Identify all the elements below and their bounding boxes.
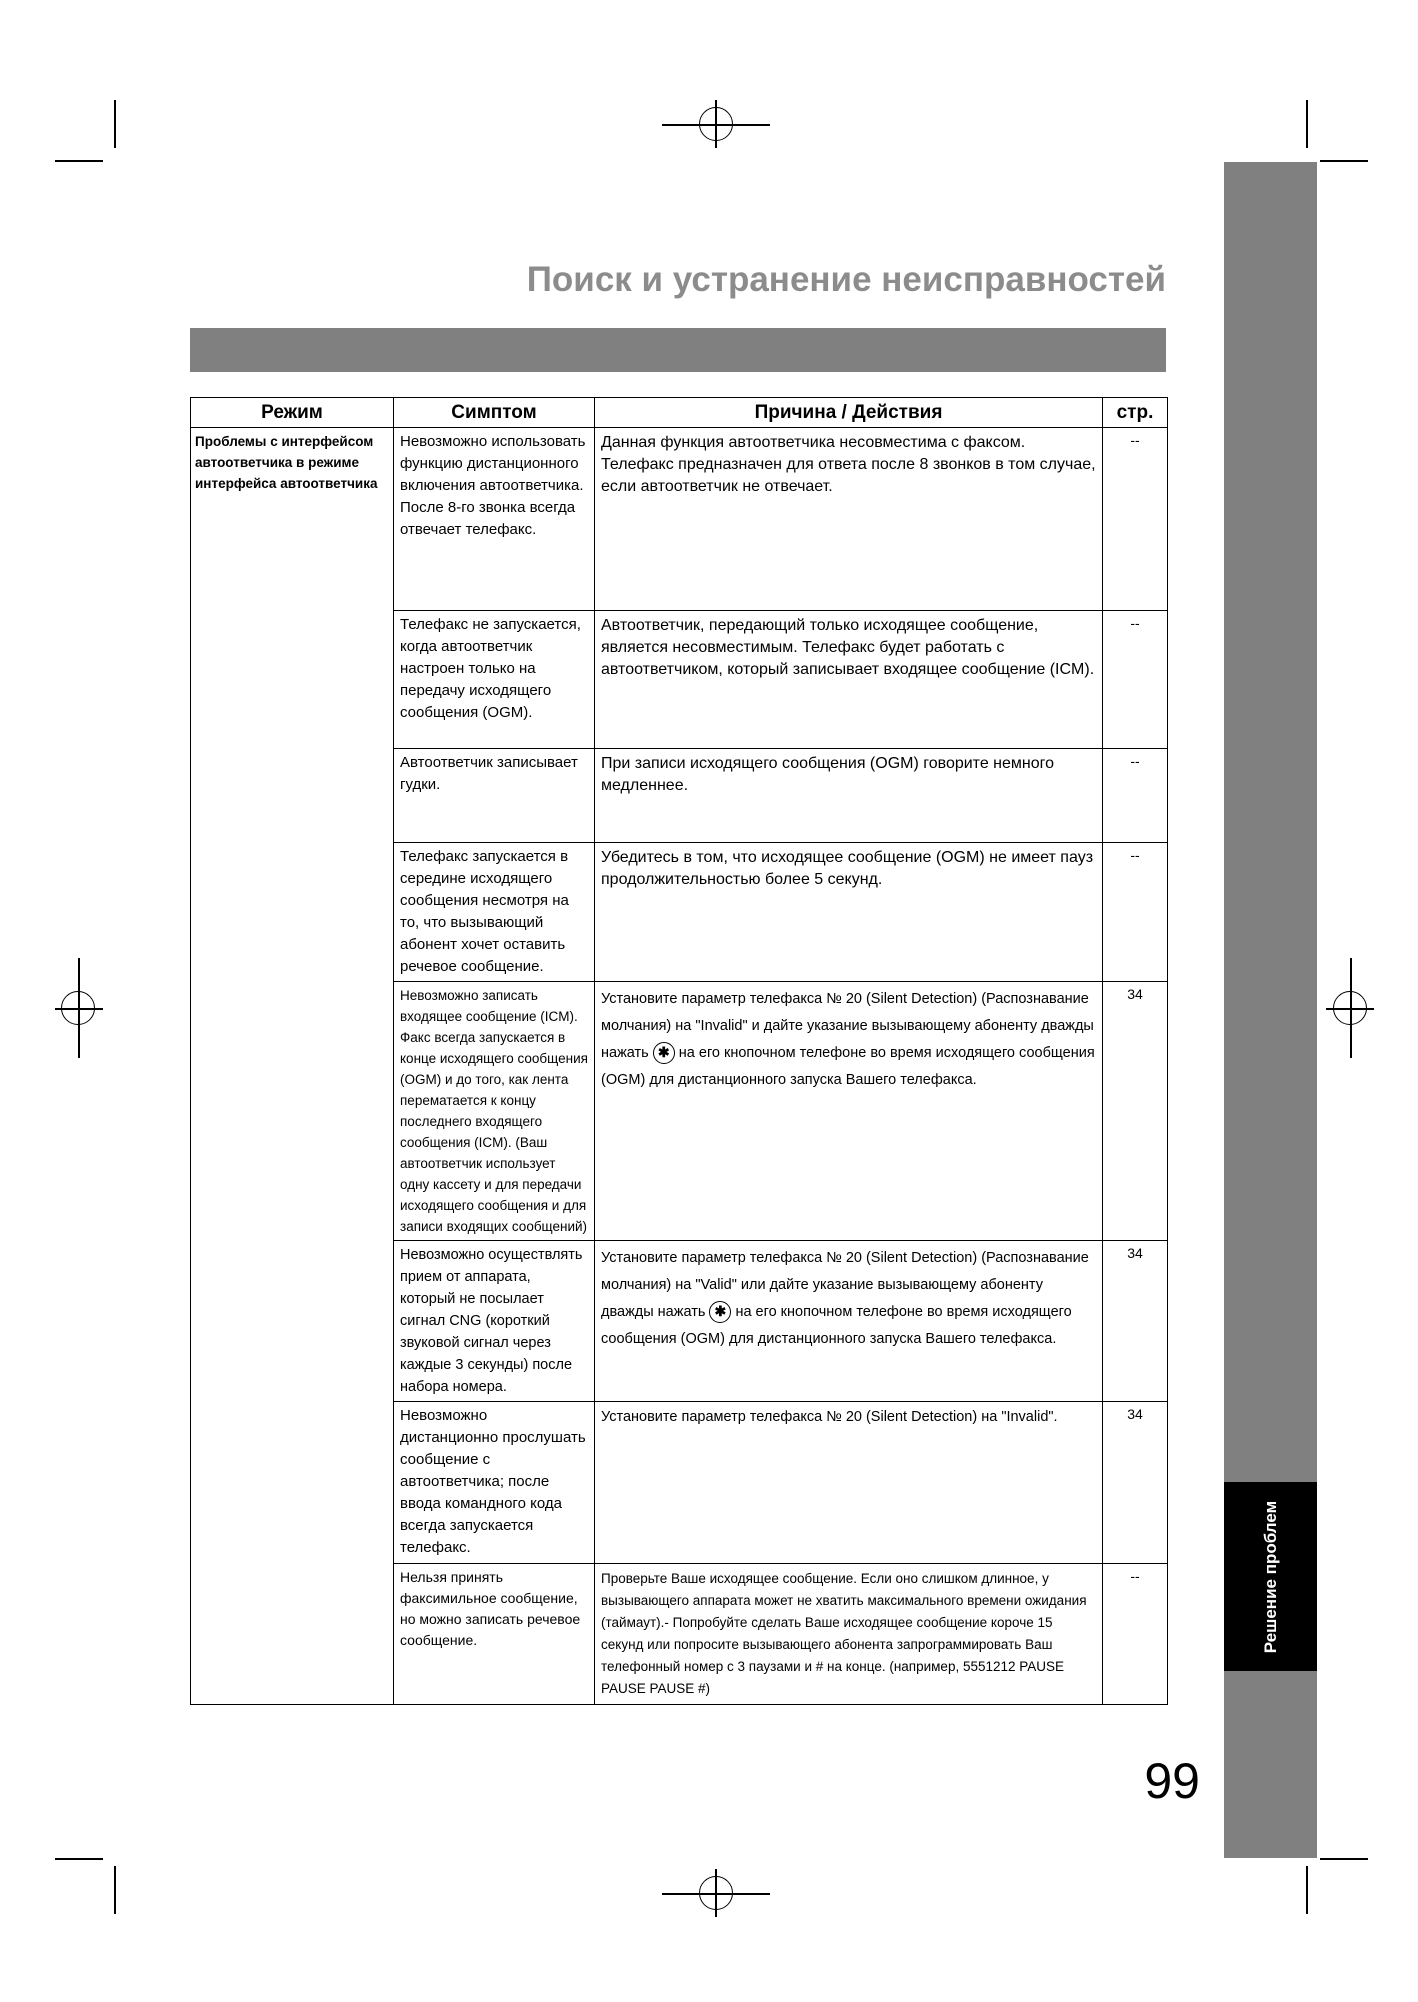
star-key-icon: ✱ <box>709 1301 731 1323</box>
cause-text: Установите параметр телефакса № 20 (Silent Detection) (Распознавание молчания) на "Valid" или дайте указание вызывающему абоненту дважды нажать <box>601 1250 1089 1320</box>
symptom-cell: Автоответчик записывает гудки. <box>394 749 595 843</box>
page-number: 99 <box>1144 1753 1200 1809</box>
crop-mark <box>114 100 116 148</box>
crop-mark <box>55 160 103 162</box>
registration-mark-line <box>78 958 80 1058</box>
crop-mark <box>55 1858 103 1860</box>
troubleshooting-table <box>190 397 1168 1705</box>
registration-mark-line <box>715 1869 717 1917</box>
cause-cell: Автоответчик, передающий только исходящее сообщение, является несовместимым. Телефакс будет работать с автоответчиком, который записывает входящее сообщение (ICM). <box>595 611 1103 749</box>
symptom-cell: Невозможно дистанционно прослушать сообщение с автоответчика; после ввода командного кода всегда запускается телефакс. <box>394 1402 595 1564</box>
section-tab-label: Решение проблем <box>1260 1500 1280 1653</box>
symptom-cell: Невозможно осуществлять прием от аппарата, который не посылает сигнал CNG (короткий звуковой сигнал через каждые 3 секунды) после набора номера. <box>394 1241 595 1402</box>
cause-cell: Проверьте Ваше исходящее сообщение. Если оно слишком длинное, у вызывающего аппарата может не хватить максимального времени ожидания (таймаут).- Попробуйте сделать Ваше исходящее сообщение короче 15 секунд или попросите вызывающего абонента запрограммировать Ваш телефонный номер с 3 паузами и # на конце. (например, 5551212 PAUSE PAUSE PAUSE #) <box>595 1564 1103 1705</box>
column-header-cause: Причина / Действия <box>595 398 1103 428</box>
cause-cell <box>595 982 1103 1241</box>
crop-mark <box>1320 1858 1368 1860</box>
page-ref-cell: 34 <box>1103 982 1168 1241</box>
page-ref-cell: -- <box>1103 749 1168 843</box>
page-ref-cell: -- <box>1103 1564 1168 1705</box>
crop-mark <box>114 1866 116 1914</box>
symptom-cell: Невозможно записать входящее сообщение (ICM). Факс всегда запускается в конце исходящего сообщения (OGM) и до того, как лента перематается к концу последнего входящего сообщения (ICM). (Ваш автоответчик использует одну кассету и для передачи исходящего сообщения и для записи входящих сообщений) <box>394 982 595 1241</box>
mode-line: автоответчика в режиме <box>195 455 360 470</box>
column-header-mode: Режим <box>191 398 394 428</box>
crop-mark <box>1306 100 1308 148</box>
table-row <box>191 428 1168 611</box>
mode-line: Проблемы с интерфейсом <box>195 434 374 449</box>
cause-cell: Установите параметр телефакса № 20 (Silent Detection) на "Invalid". <box>595 1402 1103 1564</box>
page-ref-cell: 34 <box>1103 1402 1168 1564</box>
section-tab <box>1224 1482 1317 1671</box>
page-ref-cell: 34 <box>1103 1241 1168 1402</box>
symptom-cell: Телефакс не запускается, когда автоответчик настроен только на передачу исходящего сообщения (OGM). <box>394 611 595 749</box>
cause-cell: Данная функция автоответчика несовместима с факсом. Телефакс предназначен для ответа после 8 звонков в том случае, если автоответчик не отвечает. <box>595 428 1103 611</box>
star-key-icon: ✱ <box>653 1042 675 1064</box>
column-header-page: стр. <box>1103 398 1168 428</box>
table-header-row <box>191 398 1168 428</box>
mode-cell <box>191 428 394 1705</box>
page-ref-cell: -- <box>1103 843 1168 982</box>
page-title: Поиск и устранение неисправностей <box>526 260 1166 299</box>
cause-cell <box>595 1241 1103 1402</box>
cause-cell: При записи исходящего сообщения (OGM) говорите немного медленнее. <box>595 749 1103 843</box>
title-band <box>190 328 1166 372</box>
cause-cell: Убедитесь в том, что исходящее сообщение (OGM) не имеет пауз продолжительностью более 5 секунд. <box>595 843 1103 982</box>
cause-text: Установите параметр телефакса № 20 (Silent Detection) (Распознавание молчания) на "Invalid" и дайте указание вызывающему абоненту дважды нажать <box>601 991 1094 1061</box>
page-ref-cell: -- <box>1103 428 1168 611</box>
column-header-symptom: Симптом <box>394 398 595 428</box>
registration-mark-line <box>715 100 717 148</box>
symptom-cell: Нельзя принять факсимильное сообщение, но можно записать речевое сообщение. <box>394 1564 595 1705</box>
mode-line: интерфейса автоответчика <box>195 476 378 491</box>
symptom-cell: Невозможно использовать функцию дистанционного включения автоответчика. После 8-го звонка всегда отвечает телефакс. <box>394 428 595 611</box>
crop-mark <box>1320 160 1368 162</box>
page-ref-cell: -- <box>1103 611 1168 749</box>
crop-mark <box>1306 1866 1308 1914</box>
cause-text: на его кнопочном телефоне во время исходящего сообщения (OGM) для дистанционного запуска Вашего телефакса. <box>601 1045 1095 1088</box>
cause-text: на его кнопочном телефоне во время исходящего сообщения (OGM) для дистанционного запуска Вашего телефакса. <box>601 1304 1072 1347</box>
registration-mark-line <box>1350 958 1352 1058</box>
symptom-cell: Телефакс запускается в середине исходящего сообщения несмотря на то, что вызывающий абонент хочет оставить речевое сообщение. <box>394 843 595 982</box>
